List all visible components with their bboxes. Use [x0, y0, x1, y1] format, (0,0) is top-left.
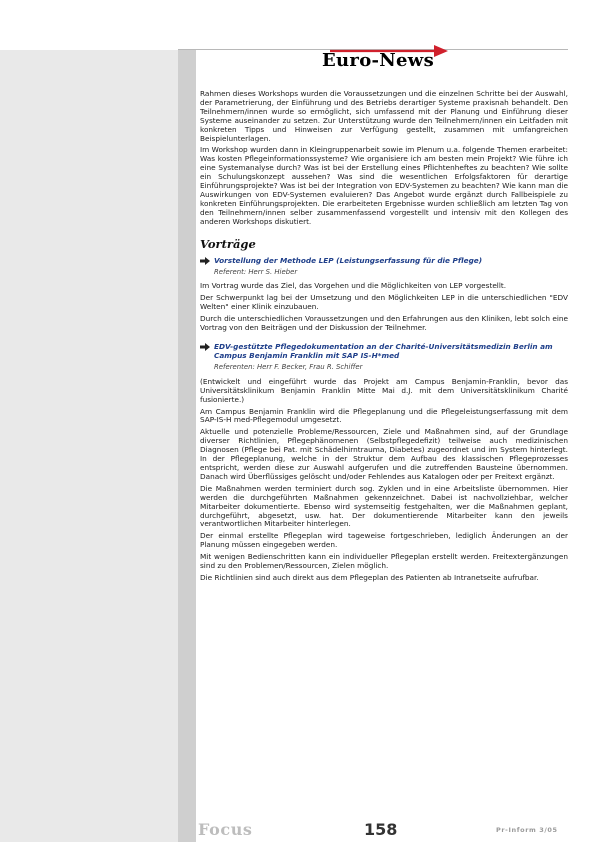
logo-text: Euro-News — [322, 50, 435, 71]
arrow-bullet-icon — [200, 343, 210, 351]
talk-paragraph: (Entwickelt und eingeführt wurde das Projekt am Campus Benjamin-Franklin, bevor das Universitätsklinikum Benjamin Franklin Mitte Mai d.J. mit dem Universitätsklinikum Charité fusionierte.) — [200, 376, 568, 404]
talk-referent: Referenten: Herr F. Becker, Frau R. Schiffer — [214, 362, 363, 371]
article-body — [200, 90, 568, 586]
euro-news-logo — [322, 44, 452, 78]
talk-paragraph: Die Richtlinien sind auch direkt aus dem Pflegeplan des Patienten ab Intranetseite aufrufbar. — [200, 572, 539, 582]
section-heading: Vorträge — [200, 236, 256, 251]
arrow-bullet-icon — [200, 257, 210, 265]
intro-paragraph: Rahmen dieses Workshops wurden die Voraussetzungen und die einzelnen Schritte bei der Auswahl, der Parametrierung, der Einführung und des Betriebs derartiger Systeme praxisnah behandelt. Den Teilnehmern/innen wurde so ermöglicht, sich umfassend mit der Planung und Einführung dieser Systeme auseinander zu setzen. Zur Unterstützung wurde den Teilnehmern/innen ein Leitfaden mit konkreten Tipps und Hinweisen zur Verfügung gestellt, zusammen mit umfangreichen Beispielunterlagen. — [200, 89, 568, 143]
talk-paragraph: Der einmal erstellte Pflegeplan wird tageweise fortgeschrieben, lediglich Änderungen an der Planung müssen eingegeben werden. — [200, 531, 568, 550]
talk-paragraph: Aktuelle und potenzielle Probleme/Ressourcen, Ziele und Maßnahmen sind, auf der Grundlage diverser Richtlinien, Pflegephänomenen (Selbstpflegedefizit) teilweise auch medizinischen Diagnosen (Pflege bei Pat. mit Schädelhirntrauma, Diabetes) zugeordnet und im System hinterlegt. In der Pflegeplanung, welche in der Struktur dem Aufbau des klassischen Pflegeprozesses entspricht, werden diese zur Auswahl aufgerufen und die zutreffenden Bausteine übernommen. Danach wird Überflüssiges gelöscht und/oder Fehlendes aus Katalogen oder per Freitext ergänzt. — [200, 427, 568, 481]
page-number: 158 — [364, 820, 398, 839]
left-margin-panel — [0, 50, 178, 842]
talk-entry-lep — [200, 256, 568, 277]
footer-focus-label: Focus — [198, 820, 253, 839]
talk-paragraph: Am Campus Benjamin Franklin wird die Pflegeplanung und die Pflegeleistungserfassung mit dem SAP-IS-H med-Pflegemodul umgesetzt. — [200, 406, 568, 425]
talk-referent: Referent: Herr S. Hieber — [214, 267, 298, 276]
talk-entry-sap — [200, 342, 568, 372]
intro-paragraph: Im Workshop wurden dann in Kleingruppenarbeit sowie im Plenum u.a. folgende Themen erarbeitet: Was kosten Pflegeinformationssysteme? Wie organisiere ich am besten mein Projekt? Wie führe ich eine Systemanalyse durch? Was ist bei der Erstellung eines Pflichtenheftes zu beachten? Wie sollte ein Schulungskonzept aussehen? Was sind die wesentlichen Erfolgsfaktoren für derartige Einführungsprojekte? Was ist bei der Integration von EDV-Systemen zu beachten? Wie kann man die Auswirkungen von EDV-Systemen evaluieren? Das Angebot wurde ergänzt durch Fallbeispiele zu konkreten Einführungsprojekten. Die erarbeiteten Ergebnisse wurden schließlich am letzten Tag von den Teilnehmern/innen selber zusammenfassend vorgestellt und intensiv mit den Kollegen des anderen Workshops diskutiert. — [200, 145, 568, 226]
talk-title: EDV-gestützte Pflegedokumentation an der Charité-Universitätsmedizin Berlin am Campus Benjamin Franklin mit SAP IS-H*med — [214, 341, 553, 360]
talk-paragraph: Der Schwerpunkt lag bei der Umsetzung und den Möglichkeiten LEP in die unterschiedlichen "EDV Welten" einer Klinik einzubauen. — [200, 293, 568, 312]
talk-title: Vorstellung der Methode LEP (Leistungserfassung für die Pflege) — [214, 255, 483, 265]
talk-paragraph: Durch die unterschiedlichen Voraussetzungen und den Erfahrungen aus den Kliniken, lebt solch eine Vortrag von den Beiträgen und der Diskussion der Teilnehmer. — [200, 314, 568, 333]
gutter-strip — [178, 50, 196, 842]
talk-paragraph: Im Vortrag wurde das Ziel, das Vorgehen und die Möglichkeiten von LEP vorgestellt. — [200, 281, 507, 291]
talk-paragraph: Die Maßnahmen werden terminiert durch sog. Zyklen und in eine Arbeitsliste übernommen. Hier werden die durchgeführten Maßnahmen gekennzeichnet. Dabei ist nachvollziehbar, welcher Mitarbeiter dokumentierte. Ebenso wird systemseitig festgehalten, wer die Maßnahmen geplant, durchgeführt, abgesetzt, usw. hat. Der dokumentierende Mitarbeiter kann den jeweils verantwortlichen Mitarbeiter hinterlegen. — [200, 483, 568, 529]
talk-paragraph: Mit wenigen Bedienschritten kann ein individueller Pflegeplan erstellt werden. Freitextergänzungen sind zu den Problemen/Ressourcen, Zielen möglich. — [200, 552, 568, 571]
issue-label: Pr-Inform 3/05 — [496, 826, 558, 834]
